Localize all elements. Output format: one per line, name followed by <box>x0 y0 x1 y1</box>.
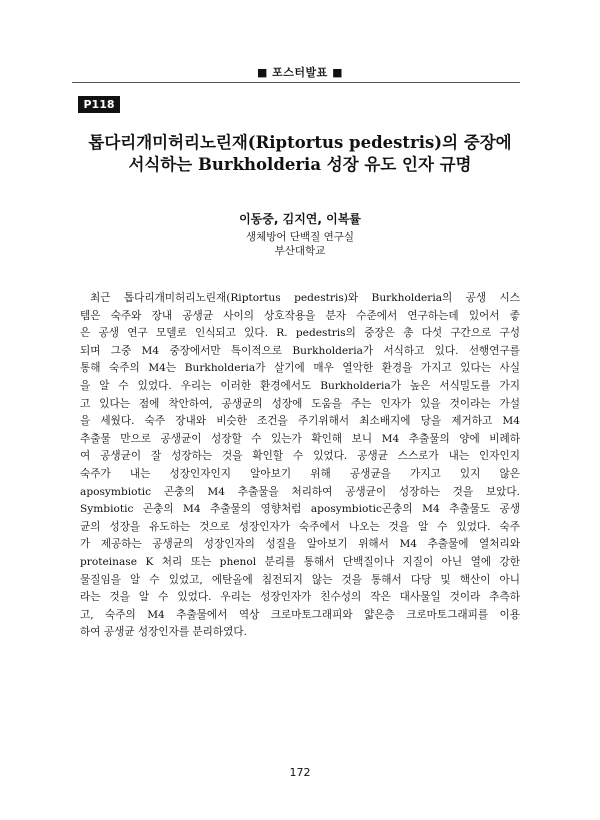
abstract-line: 되며 그중 M4 중장에서만 특이적으로 Burkholderia가 서식하고 있다. 선행연구를 <box>80 344 520 357</box>
authors: 이동중, 김지연, 이복률 <box>239 212 361 226</box>
abstract-line: Symbiotic 곤충의 M4 추출물의 영향처럼 aposymbiotic곤충의 M4 추출물도 공생 <box>80 503 520 516</box>
abstract-line: 균의 성장을 유도하는 것으로 성장인자가 숙주에서 나오는 것을 알 수 있었다. 숙주 <box>80 520 520 533</box>
abstract-line: 숙주가 내는 성장인자인지 알아보기 위해 공생균을 가지고 있지 않은 <box>80 467 520 480</box>
abstract-line: 최근 톱다리개미허리노린재(Riptortus pedestris)와 Burkholderia의 공생 시스 <box>90 292 520 304</box>
title-line: 톱다리개미허리노린재(Riptortus pedestris)의 중장에 <box>88 133 512 152</box>
abstract-body <box>80 290 520 642</box>
abstract-line: 물질임을 알 수 있었고, 에탄올에 침전되지 않는 것을 통해서 다당 및 핵산이 아니 <box>80 573 520 586</box>
title-line: 서식하는 Burkholderia 성장 유도 인자 규명 <box>128 155 472 174</box>
abstract-line: 을 세웠다. 숙주 장내와 비슷한 조건을 주기위해서 최소배지에 당을 제거하고 M4 <box>80 415 520 428</box>
abstract-line: 은 공생 연구 모델로 인식되고 있다. R. pedestris의 중장은 총 다섯 구간으로 구성 <box>80 327 520 340</box>
abstract-line: 추출물 만으로 공생균이 성장할 수 있는가 확인해 보니 M4 추출물의 양에 비례하 <box>80 432 520 445</box>
affiliation <box>0 230 600 258</box>
abstract-line: 을 알 수 있었다. 우리는 이러한 환경에서도 Burkholderia가 높은 서식밀도를 가지 <box>80 379 520 392</box>
affiliation-university: 부산대학교 <box>274 245 326 257</box>
abstract-line: 하여 공생균 성장인자를 분리하였다. <box>80 626 247 639</box>
section-header: ■ 포스터발표 ■ <box>256 66 344 79</box>
affiliation-lab: 생체방어 단백질 연구실 <box>245 231 355 243</box>
abstract-line: 라는 것을 알 수 있었다. 우리는 성장인자가 친수성의 작은 대사물일 것이라 추측하 <box>80 591 520 604</box>
abstract-line: proteinase K 처리 또는 phenol 분리를 통해서 단백질이나 지질이 아닌 열에 강한 <box>80 555 520 568</box>
poster-id-badge: P118 <box>78 96 120 113</box>
header-rule <box>72 82 520 83</box>
abstract-line: 여 공생균이 잘 성장하는 것을 확인할 수 있었다. 공생균 스스로가 내는 인자인지 <box>80 450 520 463</box>
abstract-line: 통해 숙주의 M4는 Burkholderia가 살기에 매우 열악한 환경을 가지고 있다는 사실 <box>80 362 520 375</box>
abstract-line: 가 제공하는 공생균의 성장인자의 성질을 알아보기 위해서 M4 추출물에 열처리와 <box>80 538 520 551</box>
abstract-line: 템은 숙주와 장내 공생균 사이의 상호작용을 분자 수준에서 연구하는데 있어서 좋 <box>80 309 520 322</box>
paper-title <box>60 132 540 176</box>
abstract-line: 고, 숙주의 M4 추출물에서 역상 크로마토그래피와 얇은층 크로마토그래피를 이용 <box>80 608 520 621</box>
abstract-line: 고 있다는 점에 착안하여, 공생균의 성장에 도움을 주는 인자가 있을 것이라는 가설 <box>80 397 520 410</box>
abstract-line: aposymbiotic 곤충의 M4 추출물을 처리하여 공생균이 성장하는 것을 보았다. <box>80 485 520 498</box>
page-number: 172 <box>289 766 311 779</box>
